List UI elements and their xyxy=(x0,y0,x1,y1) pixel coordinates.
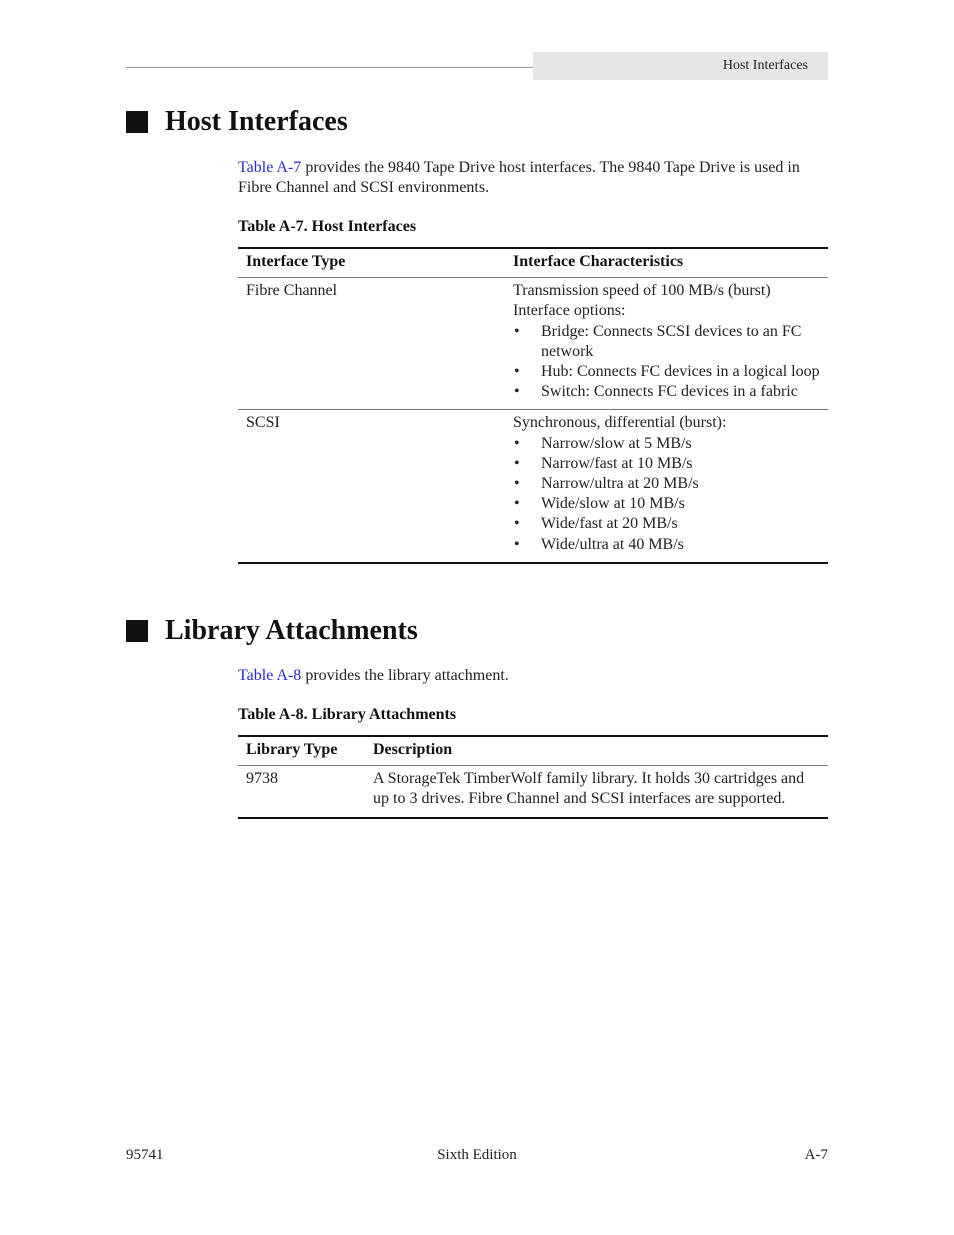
column-header: Library Type xyxy=(238,736,365,766)
table-header-row xyxy=(238,248,828,278)
list-item: • Hub: Connects FC devices in a logical loop xyxy=(513,362,820,382)
scsi-speeds-list xyxy=(513,434,820,555)
list-item: • Narrow/slow at 5 MB/s xyxy=(513,434,820,454)
list-item: • Narrow/ultra at 20 MB/s xyxy=(513,474,820,494)
list-item: • Wide/slow at 10 MB/s xyxy=(513,494,820,514)
interface-type-cell: SCSI xyxy=(238,410,505,563)
intro-text: provides the 9840 Tape Drive host interfaces. The 9840 Tape Drive is used in Fibre Channel and SCSI environments. xyxy=(238,159,800,196)
footer-page-number: A-7 xyxy=(804,1147,828,1163)
list-item: • Wide/fast at 20 MB/s xyxy=(513,514,820,534)
section-title-host-interfaces xyxy=(126,105,348,139)
table-row xyxy=(238,766,828,818)
table-a7-link[interactable]: Table A-7 xyxy=(238,159,302,176)
library-description-cell: A StorageTek TimberWolf family library. It holds 30 cartridges and up to 3 drives. Fibre Channel and SCSI interfaces are supported. xyxy=(365,766,828,818)
list-item: • Switch: Connects FC devices in a fabric xyxy=(513,382,820,402)
interface-type-cell: Fibre Channel xyxy=(246,282,338,300)
characteristic-line: Interface options: xyxy=(513,302,626,320)
characteristic-line: Synchronous, differential (burst): xyxy=(513,414,727,432)
footer-edition: Sixth Edition xyxy=(437,1147,517,1163)
characteristic-line: Transmission speed of 100 MB/s (burst) xyxy=(513,282,771,300)
interface-characteristics-cell xyxy=(505,410,828,563)
square-bullet-icon xyxy=(126,620,148,642)
column-header: Interface Characteristics xyxy=(505,248,828,278)
table-header-row xyxy=(238,736,828,766)
column-header: Interface Type xyxy=(238,248,505,278)
table-row xyxy=(238,410,828,563)
footer-doc-number: 95741 xyxy=(126,1147,164,1163)
host-interfaces-intro xyxy=(238,158,828,198)
library-type-cell: 9738 xyxy=(238,766,365,818)
library-attachments-table xyxy=(238,735,828,819)
table-row xyxy=(238,278,828,410)
interface-characteristics-cell xyxy=(505,278,828,410)
intro-text: provides the library attachment. xyxy=(301,667,509,684)
header-rule xyxy=(126,67,533,68)
column-header: Description xyxy=(365,736,828,766)
section-title-text: Library Attachments xyxy=(165,615,418,646)
list-item: • Narrow/fast at 10 MB/s xyxy=(513,454,820,474)
host-interfaces-table xyxy=(238,247,828,564)
interface-options-list xyxy=(513,322,820,403)
square-bullet-icon xyxy=(126,111,148,133)
section-title-text: Host Interfaces xyxy=(165,106,348,137)
list-item: • Wide/ultra at 40 MB/s xyxy=(513,535,820,555)
table-a7-caption: Table A-7. Host Interfaces xyxy=(238,218,417,235)
section-title-library-attachments xyxy=(126,614,418,648)
list-item: • Bridge: Connects SCSI devices to an FC network xyxy=(513,322,820,362)
table-a8-caption: Table A-8. Library Attachments xyxy=(238,706,457,723)
table-a8-link[interactable]: Table A-8 xyxy=(238,667,302,684)
running-header: Host Interfaces xyxy=(533,52,828,80)
library-attachments-intro xyxy=(238,666,828,686)
